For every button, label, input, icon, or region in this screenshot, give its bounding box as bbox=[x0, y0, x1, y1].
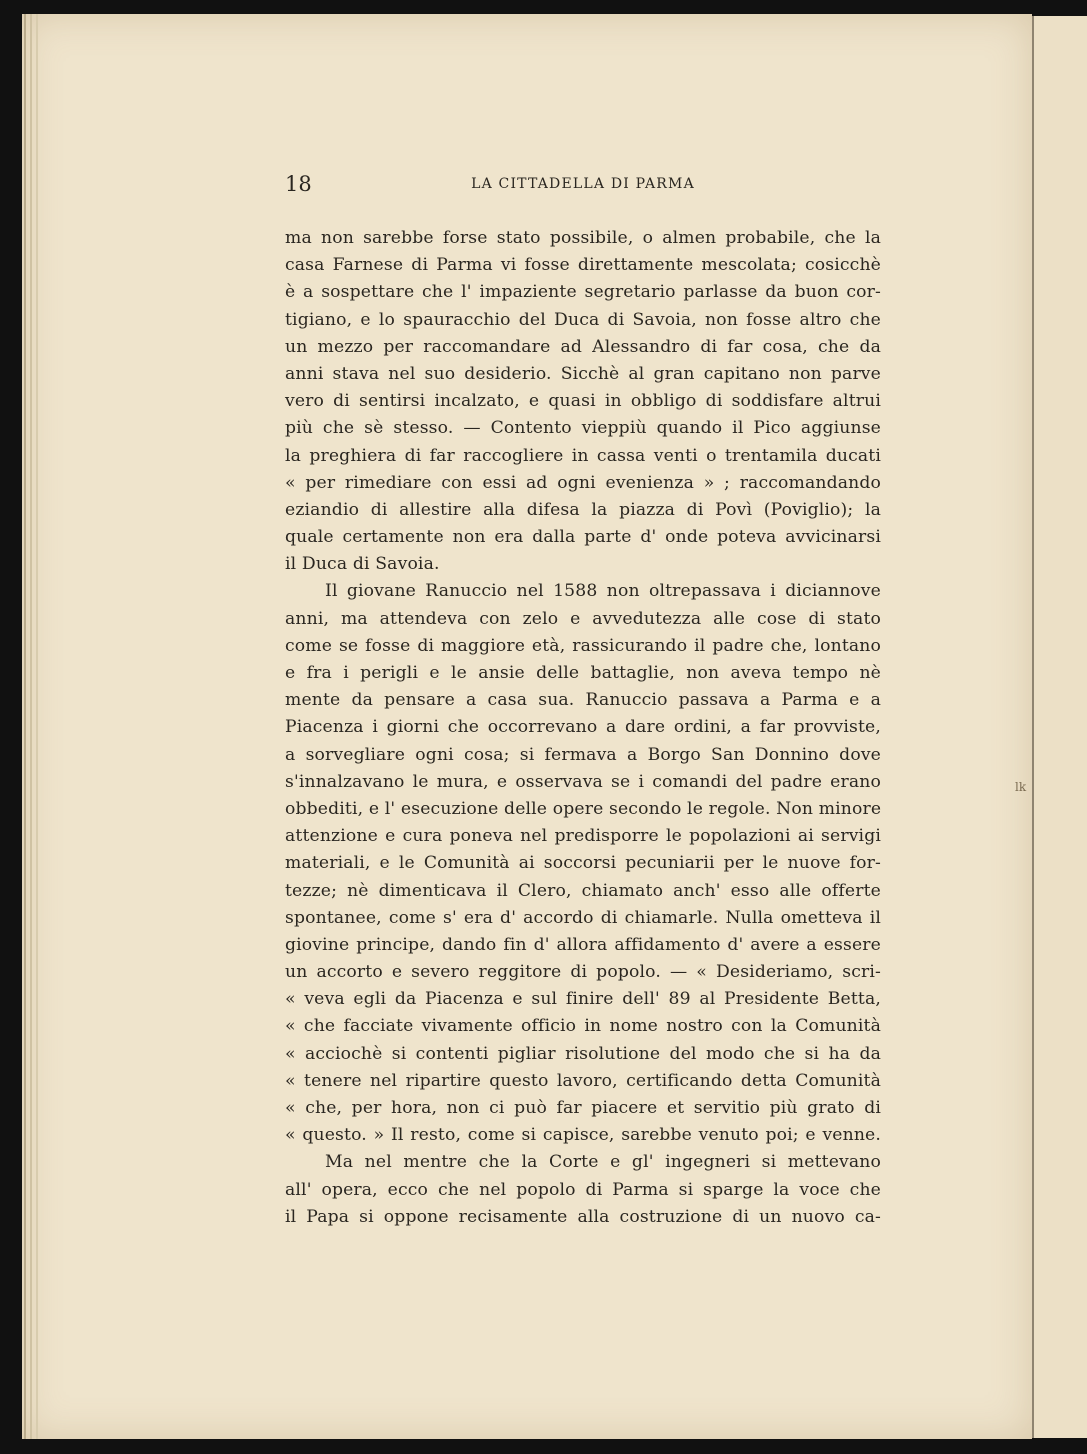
text-line: « tenere nel ripartire questo lavoro, certificando detta Comunità bbox=[285, 1070, 881, 1091]
text-line: è a sospettare che l' impaziente segretario parlasse da buon cor- bbox=[285, 282, 881, 303]
text-line: « acciochè si contenti pigliar risolutione del modo che si ha da bbox=[285, 1043, 881, 1064]
text-line: il Papa si oppone recisamente alla costruzione di un nuovo ca- bbox=[285, 1206, 881, 1227]
text-line: giovine principe, dando fin d' allora affidamento d' avere a essere bbox=[285, 934, 881, 955]
text-line: Piacenza i giorni che occorrevano a dare ordini, a far provviste, bbox=[285, 717, 881, 738]
running-title: LA CITTADELLA DI PARMA bbox=[471, 176, 695, 192]
text-line: materiali, e le Comunità ai soccorsi pecuniarii per le nuove for- bbox=[285, 853, 881, 874]
text-line: « questo. » Il resto, come si capisce, sarebbe venuto poi; e venne. bbox=[285, 1125, 881, 1146]
text-line: all' opera, ecco che nel popolo di Parma si sparge la voce che bbox=[285, 1179, 881, 1200]
facing-page-edge bbox=[1032, 16, 1087, 1438]
page-stack-edge bbox=[30, 14, 32, 1439]
text-line: a sorvegliare ogni cosa; si fermava a Borgo San Donnino dove bbox=[285, 744, 881, 765]
text-line: « che, per hora, non ci può far piacere et servitio più grato di bbox=[285, 1098, 881, 1118]
text-line: « che facciate vivamente officio in nome nostro con la Comunità bbox=[285, 1016, 881, 1037]
text-line: quale certamente non era dalla parte d' onde poteva avvicinarsi bbox=[285, 527, 881, 548]
text-line: un accorto e severo reggitore di popolo. — « Desideriamo, scri- bbox=[285, 962, 881, 983]
text-line: la preghiera di far raccogliere in cassa venti o trentamila ducati bbox=[285, 445, 881, 466]
text-line: ma non sarebbe forse stato possibile, o almen probabile, che la bbox=[285, 228, 881, 248]
text-line: più che sè stesso. — Contento vieppiù quando il Pico aggiunse bbox=[285, 418, 881, 439]
text-line: Ma nel mentre che la Corte e gl' ingegneri si mettevano bbox=[325, 1152, 881, 1173]
page-stack-edge bbox=[36, 14, 38, 1439]
text-line: obbediti, e l' esecuzione delle opere secondo le regole. Non minore bbox=[285, 798, 882, 819]
text-line: s'innalzavano le mura, e osservava se i comandi del padre erano bbox=[285, 771, 881, 792]
text-line: casa Farnese di Parma vi fosse direttamente mescolata; cosicchè bbox=[285, 255, 881, 276]
text-line: e fra i perigli e le ansie delle battaglie, non aveva tempo nè bbox=[285, 663, 881, 683]
text-line: spontanee, come s' era d' accordo di chiamarle. Nulla ometteva il bbox=[285, 907, 881, 928]
body-text bbox=[285, 225, 881, 1231]
text-line: il Duca di Savoia. bbox=[285, 554, 440, 575]
text-line: « veva egli da Piacenza e sul finire dell' 89 al Presidente Betta, bbox=[285, 989, 881, 1010]
text-line: un mezzo per raccomandare ad Alessandro di far cosa, che da bbox=[285, 336, 881, 357]
margin-note: lk bbox=[1015, 780, 1027, 794]
text-line: anni stava nel suo desiderio. Sicchè al gran capitano non parve bbox=[285, 363, 881, 384]
text-line: tigiano, e lo spauracchio del Duca di Savoia, non fosse altro che bbox=[285, 309, 881, 330]
text-line: anni, ma attendeva con zelo e avvedutezza alle cose di stato bbox=[285, 608, 881, 629]
text-line: vero di sentirsi incalzato, e quasi in obbligo di soddisfare altrui bbox=[285, 391, 881, 412]
page-header bbox=[285, 172, 881, 196]
text-line: mente da pensare a casa sua. Ranuccio passava a Parma e a bbox=[285, 690, 881, 711]
text-line: come se fosse di maggiore età, rassicurando il padre che, lontano bbox=[285, 635, 881, 656]
text-line: « per rimediare con essi ad ogni evenienza » ; raccomandando bbox=[285, 472, 881, 493]
text-line: attenzione e cura poneva nel predisporre le popolazioni ai servigi bbox=[285, 826, 881, 847]
text-line: eziandio di allestire alla difesa la piazza di Povì (Poviglio); la bbox=[285, 499, 881, 520]
page-stack-edge bbox=[24, 14, 26, 1439]
page-number: 18 bbox=[285, 172, 312, 196]
text-line: Il giovane Ranuccio nel 1588 non oltrepassava i diciannove bbox=[325, 581, 881, 602]
text-line: tezze; nè dimenticava il Clero, chiamato anch' esso alle offerte bbox=[285, 880, 881, 901]
